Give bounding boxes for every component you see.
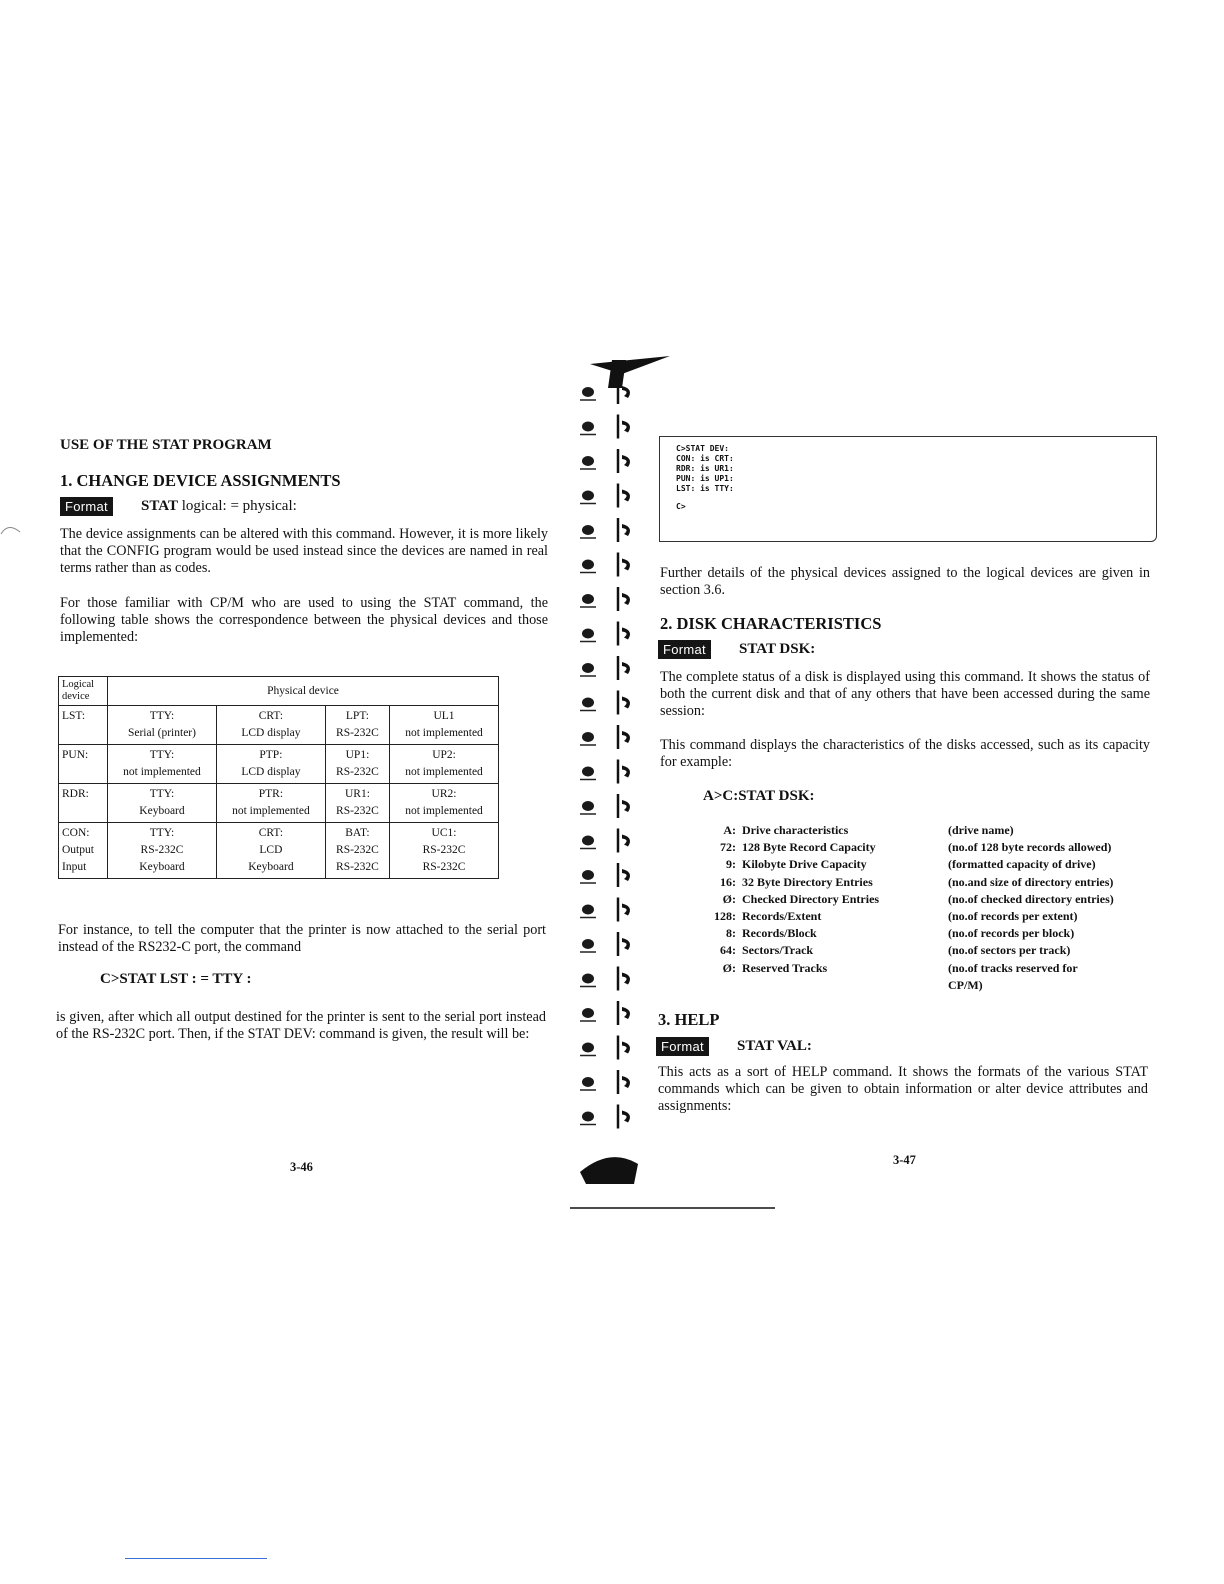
table-header-row — [59, 677, 499, 706]
section2-paragraph-1: The complete status of a disk is displayed using this command. It shows the status of both the current disk and that of any others that have been accessed during the same session: — [660, 669, 1150, 719]
format-command-name: STAT — [140, 498, 178, 514]
row-con-logical: CON: Output Input — [59, 823, 108, 879]
section1-heading: 1. CHANGE DEVICE ASSIGNMENTS — [60, 471, 341, 490]
terminal-line: CON: is CRT: — [676, 454, 734, 463]
table-row — [59, 784, 499, 823]
list-item: Ø: Reserved Tracks (no.of tracks reserved for — [722, 960, 1078, 975]
format-badge: Format — [656, 1037, 709, 1056]
spiral-ring — [580, 967, 630, 991]
device-table — [58, 676, 499, 879]
table-cell: PTR: not implemented — [216, 784, 325, 823]
format-command-args: logical: = physical: — [181, 498, 297, 514]
terminal-line: PUN: is UP1: — [676, 474, 734, 483]
header-physical-device: Physical device — [108, 677, 499, 706]
list-item: 8: Records/Block (no.of records per block) — [726, 926, 1075, 941]
left-paragraph-4: is given, after which all output destined for the printer is sent to the serial port instead of the RS-232C port. Then, if the STAT DEV: command is given, the result will be: — [56, 1009, 546, 1042]
row-lst-logical: LST: — [59, 706, 108, 745]
spiral-ring — [580, 760, 630, 784]
spiral-ring — [580, 1070, 630, 1094]
example-command-stat-dsk: A>C:STAT DSK: — [703, 788, 815, 804]
spiral-ring — [580, 1105, 630, 1129]
left-page-number: 3-46 — [290, 1160, 313, 1174]
spiral-top-cap — [590, 356, 670, 388]
terminal-line: LST: is TTY: — [676, 484, 734, 493]
table-cell: UP1: RS-232C — [325, 745, 389, 784]
spiral-ring — [580, 898, 630, 922]
spiral-ring — [580, 691, 630, 715]
section2-paragraph-2: This command displays the characteristics of the disks accessed, such as its capacity for example: — [660, 737, 1150, 770]
table-row — [59, 745, 499, 784]
footer-link-line — [125, 1558, 267, 1559]
left-paragraph-3: For instance, to tell the computer that the printer is now attached to the serial port instead of the RS232-C port, the command — [58, 922, 546, 955]
spiral-ring — [580, 622, 630, 646]
header-logical-line-1: Logical — [62, 679, 95, 690]
list-item: 16: 32 Byte Directory Entries (no.and size of directory entries) — [720, 874, 1114, 889]
spiral-ring — [580, 1001, 630, 1025]
table-cell: CRT: LCD Keyboard — [216, 823, 325, 879]
table-cell: UR1: RS-232C — [325, 784, 389, 823]
spiral-ring — [580, 449, 630, 473]
right-page-number: 3-47 — [893, 1153, 916, 1167]
section1-format-line — [60, 497, 297, 516]
table-cell: TTY: RS-232C Keyboard — [108, 823, 217, 879]
spiral-ring — [580, 863, 630, 887]
section2-heading: 2. DISK CHARACTERISTICS — [660, 614, 882, 633]
spiral-ring — [580, 829, 630, 853]
table-cell: CRT: LCD display — [216, 706, 325, 745]
table-cell: TTY: Keyboard — [108, 784, 217, 823]
terminal-line: C>STAT DEV: — [676, 444, 729, 453]
table-cell: LPT: RS-232C — [325, 706, 389, 745]
margin-mark — [0, 522, 22, 536]
table-row — [59, 823, 499, 879]
table-cell: TTY: not implemented — [108, 745, 217, 784]
table-row — [59, 706, 499, 745]
list-item: 64: Sectors/Track (no.of sectors per track) — [720, 943, 1071, 958]
disk-spec-list — [696, 822, 1148, 994]
spiral-ring — [580, 587, 630, 611]
section1-paragraph-2: For those familiar with CP/M who are used to using the STAT command, the following table shows the correspondence between the physical devices and those implemented: — [60, 595, 548, 645]
table-cell: BAT: RS-232C RS-232C — [325, 823, 389, 879]
spiral-ring — [580, 415, 630, 439]
table-cell: UP2: not implemented — [390, 745, 499, 784]
section2-format-line — [658, 640, 815, 659]
table-cell: UC1: RS-232C RS-232C — [390, 823, 499, 879]
spiral-ring — [580, 553, 630, 577]
spiral-ring — [580, 1036, 630, 1060]
terminal-line: RDR: is UR1: — [676, 464, 734, 473]
format-command — [141, 498, 297, 515]
section1-paragraph-1: The device assignments can be altered with this command. However, it is more likely that the CONFIG program would be used instead since the devices are named in real terms rather than as codes. — [60, 526, 548, 576]
spiral-ring — [580, 932, 630, 956]
spiral-rings — [580, 380, 630, 1129]
terminal-output-box — [659, 436, 1157, 542]
spiral-bottom-cap — [570, 1157, 775, 1208]
format-command: STAT DSK: — [738, 641, 816, 657]
section3-format-line — [656, 1037, 812, 1056]
spiral-ring — [580, 518, 630, 542]
row-rdr-logical: RDR: — [59, 784, 108, 823]
header-logical-device — [59, 677, 108, 706]
terminal-line — [676, 494, 1156, 502]
format-command: STAT VAL: — [736, 1038, 812, 1054]
format-badge: Format — [658, 640, 711, 659]
list-item: 72: 128 Byte Record Capacity (no.of 128 byte records allowed) — [720, 840, 1112, 855]
table-cell: TTY: Serial (printer) — [108, 706, 217, 745]
table-cell: PTP: LCD display — [216, 745, 325, 784]
section3-paragraph-1: This acts as a sort of HELP command. It shows the formats of the various STAT commands which can be given to obtain information or alter device attributes and assignments: — [658, 1064, 1148, 1114]
table-cell: UR2: not implemented — [390, 784, 499, 823]
terminal-lines — [660, 437, 1156, 512]
page-title: USE OF THE STAT PROGRAM — [60, 437, 272, 453]
list-item: A: Drive characteristics (drive name) — [723, 823, 1014, 837]
table-cell: UL1 not implemented — [390, 706, 499, 745]
spiral-ring — [580, 656, 630, 680]
section3-heading: 3. HELP — [658, 1010, 720, 1029]
spiral-ring — [580, 484, 630, 508]
header-logical-line-2: device — [62, 691, 90, 702]
example-command-stat-lst: C>STAT LST : = TTY : — [100, 971, 252, 987]
format-badge: Format — [60, 497, 113, 516]
list-item: 128: Records/Extent (no.of records per extent) — [714, 909, 1078, 924]
list-item: CP/M) — [948, 977, 983, 992]
list-item: Ø: Checked Directory Entries (no.of checked directory entries) — [722, 891, 1114, 906]
spiral-ring — [580, 794, 630, 818]
terminal-line: C> — [676, 502, 686, 511]
right-paragraph-further-details: Further details of the physical devices assigned to the logical devices are given in section 3.6. — [660, 565, 1150, 598]
row-pun-logical: PUN: — [59, 745, 108, 784]
list-item: 9: Kilobyte Drive Capacity (formatted capacity of drive) — [726, 857, 1096, 872]
spiral-ring — [580, 725, 630, 749]
